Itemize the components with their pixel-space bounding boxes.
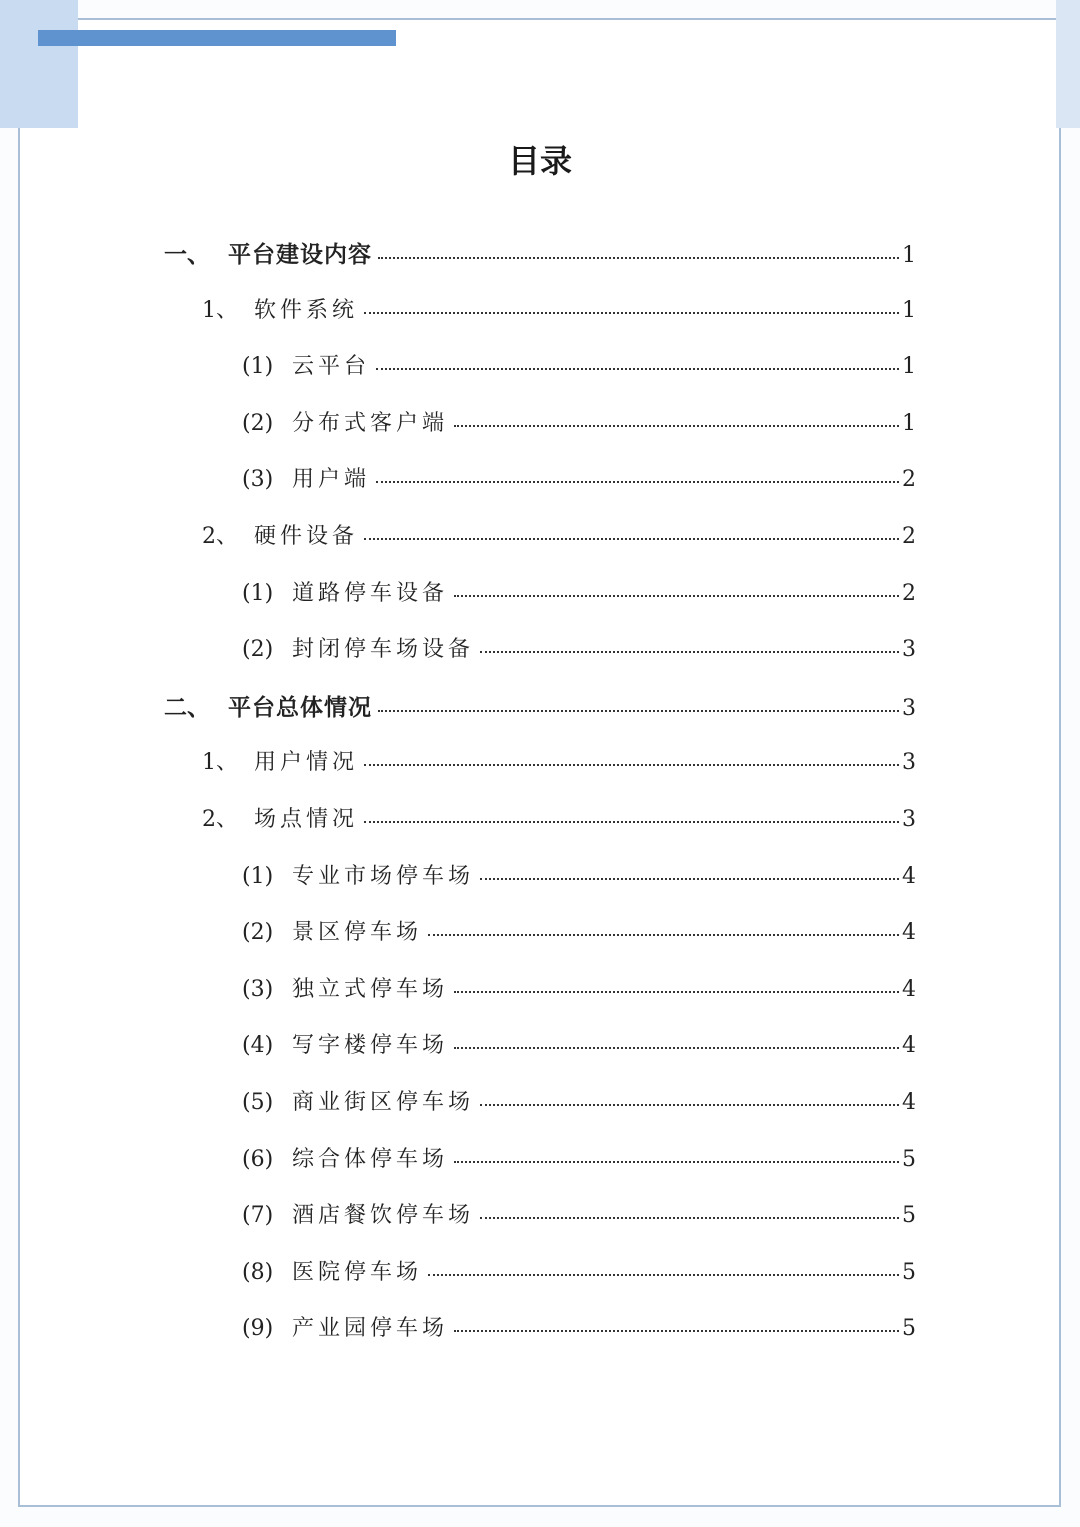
toc-dot-leader <box>454 991 899 993</box>
toc-entry-label: 写字楼停车场 <box>292 1033 449 1059</box>
toc-entry-page-number: 4 <box>902 1090 916 1115</box>
toc-entry-page-number: 3 <box>902 750 916 776</box>
toc-entry-label: 云平台 <box>292 354 371 380</box>
toc-entry-page-number: 1 <box>902 243 916 268</box>
toc-entry[interactable] <box>0 1255 916 1291</box>
toc-entry-number: 二、 <box>164 694 210 721</box>
toc-entry-label: 场点情况 <box>254 807 359 832</box>
toc-entry-number: (1) <box>242 580 274 606</box>
toc-dot-leader <box>480 1104 899 1106</box>
toc-entry-page-number: 1 <box>902 354 916 380</box>
toc-entry-number: (1) <box>242 863 274 889</box>
toc-dot-leader <box>364 312 899 314</box>
toc-entry-label: 医院停车场 <box>292 1259 423 1285</box>
toc-entry-page-number: 3 <box>902 807 916 832</box>
toc-entry[interactable] <box>0 859 916 895</box>
toc-entry-number: (3) <box>242 467 274 493</box>
header-accent-bar <box>38 30 396 46</box>
toc-entry-page-number: 4 <box>902 863 916 889</box>
toc-entry-label: 用户端 <box>292 467 371 493</box>
toc-dot-leader <box>364 538 899 540</box>
corner-decoration-left <box>0 0 78 128</box>
toc-entry[interactable] <box>0 406 916 442</box>
toc-entry-page-number: 5 <box>902 1259 916 1285</box>
toc-dot-leader <box>480 651 899 653</box>
toc-entry[interactable] <box>0 802 916 838</box>
toc-entry-label: 综合体停车场 <box>292 1146 449 1172</box>
toc-entry-number: (6) <box>242 1146 274 1172</box>
toc-entry[interactable] <box>0 293 916 329</box>
toc-entry-number: 1、 <box>202 750 238 776</box>
toc-entry-page-number: 4 <box>902 976 916 1002</box>
toc-entry-page-number: 1 <box>902 297 916 323</box>
toc-entry-number: 2、 <box>202 807 238 832</box>
toc-entry-number: 一、 <box>164 242 210 268</box>
toc-entry-page-number: 2 <box>902 467 916 493</box>
toc-entry[interactable] <box>0 1028 916 1064</box>
toc-entry-label: 用户情况 <box>254 750 359 776</box>
toc-entry-label: 专业市场停车场 <box>292 863 475 889</box>
toc-entry[interactable] <box>0 632 916 668</box>
toc-entry-number: (3) <box>242 976 274 1002</box>
toc-entry-page-number: 3 <box>902 695 916 721</box>
toc-dot-leader <box>376 481 899 483</box>
toc-dot-leader <box>364 821 899 823</box>
toc-entry[interactable] <box>0 576 916 612</box>
toc-entry-label: 商业街区停车场 <box>292 1090 475 1115</box>
toc-entry-page-number: 5 <box>902 1203 916 1229</box>
toc-entry-number: 1、 <box>202 297 238 323</box>
toc-entry-label: 景区停车场 <box>292 920 423 946</box>
toc-dot-leader <box>454 1161 899 1163</box>
toc-entry[interactable] <box>0 972 916 1008</box>
toc-entry[interactable] <box>0 349 916 385</box>
toc-dot-leader <box>376 368 899 370</box>
toc-entry-label: 分布式客户端 <box>292 410 449 436</box>
toc-entry[interactable] <box>0 1198 916 1234</box>
toc-entry-number: (2) <box>242 410 274 436</box>
toc-title: 目录 <box>507 142 572 180</box>
toc-entry-number: (4) <box>242 1033 274 1059</box>
toc-entry-page-number: 2 <box>902 580 916 606</box>
toc-entry-label: 封闭停车场设备 <box>292 637 475 663</box>
toc-entry-page-number: 3 <box>902 637 916 663</box>
toc-entry-label: 硬件设备 <box>254 524 359 549</box>
toc-entry[interactable] <box>0 1311 916 1347</box>
toc-dot-leader <box>378 710 899 712</box>
corner-decoration-right <box>1056 0 1080 128</box>
toc-entry-number: (2) <box>242 637 274 663</box>
toc-entry-label: 道路停车设备 <box>292 580 449 606</box>
toc-entry-number: (2) <box>242 920 274 946</box>
toc-entry-number: 2、 <box>202 524 238 549</box>
toc-entry-label: 独立式停车场 <box>292 976 449 1002</box>
toc-entry-page-number: 4 <box>902 920 916 946</box>
toc-dot-leader <box>454 1047 899 1049</box>
toc-entry[interactable] <box>0 1085 916 1121</box>
toc-entry[interactable] <box>0 236 916 272</box>
toc-dot-leader <box>428 1274 899 1276</box>
toc-entry-label: 软件系统 <box>254 297 359 323</box>
toc-dot-leader <box>454 595 899 597</box>
toc-dot-leader <box>364 764 899 766</box>
toc-entry-page-number: 2 <box>902 524 916 549</box>
toc-entry-label: 酒店餐饮停车场 <box>292 1203 475 1229</box>
toc-entry[interactable] <box>0 689 916 725</box>
toc-entry-number: (1) <box>242 354 274 380</box>
toc-entry[interactable] <box>0 745 916 781</box>
toc-entry[interactable] <box>0 462 916 498</box>
toc-entry[interactable] <box>0 915 916 951</box>
toc-dot-leader <box>378 257 899 259</box>
toc-dot-leader <box>428 934 899 936</box>
toc-entry[interactable] <box>0 1142 916 1178</box>
toc-entry-number: (9) <box>242 1316 274 1342</box>
toc-dot-leader <box>454 425 899 427</box>
toc-dot-leader <box>480 878 899 880</box>
toc-entry-page-number: 4 <box>902 1033 916 1059</box>
toc-entry-page-number: 5 <box>902 1146 916 1172</box>
toc-entry-label: 平台建设内容 <box>228 242 372 268</box>
toc-entry-label: 平台总体情况 <box>228 694 372 721</box>
toc-entry-number: (8) <box>242 1259 274 1285</box>
toc-entry-number: (5) <box>242 1090 274 1115</box>
toc-dot-leader <box>480 1217 899 1219</box>
toc-dot-leader <box>454 1330 899 1332</box>
toc-entry-number: (7) <box>242 1203 274 1229</box>
toc-entry-label: 产业园停车场 <box>292 1316 449 1342</box>
toc-entry[interactable] <box>0 519 916 555</box>
toc-entry-page-number: 5 <box>902 1316 916 1342</box>
toc-entry-page-number: 1 <box>902 410 916 436</box>
